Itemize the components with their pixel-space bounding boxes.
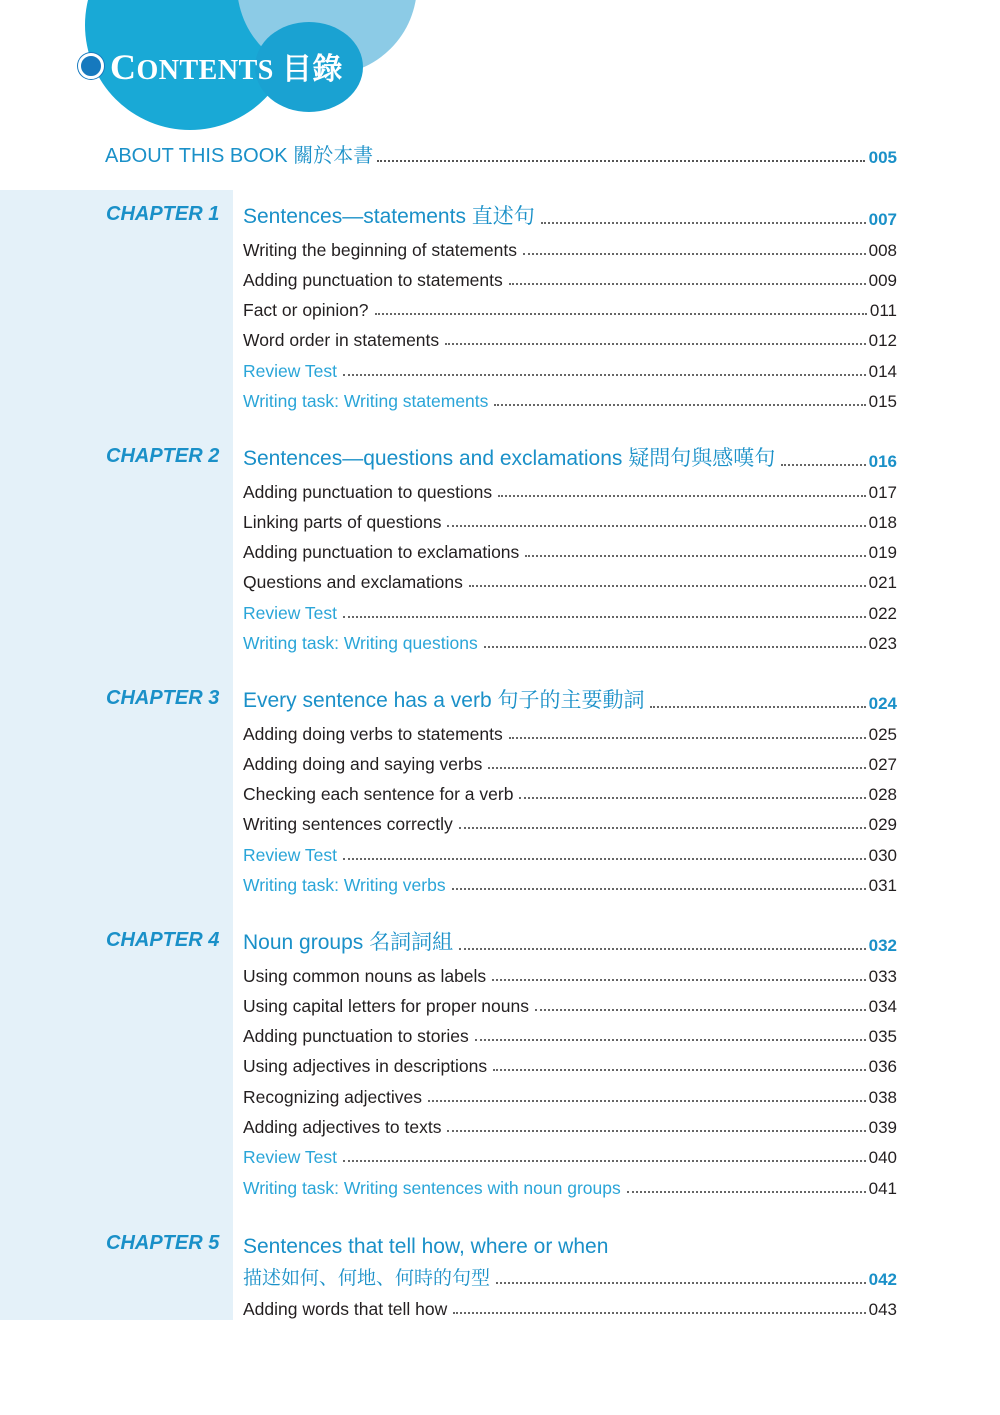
chapter-label-band — [0, 190, 233, 1320]
leader-dots — [498, 495, 866, 497]
page-number: 008 — [868, 240, 897, 260]
leader-dots — [447, 525, 865, 527]
page-number: 019 — [868, 543, 897, 563]
leader-dots — [484, 646, 866, 648]
header-banner — [0, 0, 1000, 140]
leader-dots — [343, 858, 866, 860]
chapter-label: CHAPTER 1 — [106, 203, 220, 225]
entry-text: Writing sentences correctly — [243, 814, 453, 835]
page-number: 016 — [868, 452, 897, 472]
page-number: 015 — [868, 392, 897, 412]
toc-item[interactable] — [243, 503, 897, 533]
leader-dots — [447, 1130, 865, 1132]
toc-item-writing-task[interactable] — [243, 382, 897, 412]
entry-text: Writing task: Writing sentences with noun groups — [243, 1177, 621, 1198]
entry-text: Adding punctuation to stories — [243, 1026, 469, 1047]
entry-text: Adding words that tell how — [243, 1298, 448, 1319]
page-number: 011 — [869, 301, 897, 321]
leader-dots — [428, 1100, 866, 1102]
toc-item[interactable] — [243, 230, 897, 260]
entry-text: Sentences—questions and exclamations 疑問句與感嘆句 — [243, 447, 776, 471]
entry-text: Noun groups 名詞詞組 — [243, 931, 454, 955]
about-page: 005 — [868, 148, 897, 167]
leader-dots — [523, 253, 866, 255]
title-chinese: 目錄 — [281, 52, 343, 87]
page-number: 039 — [868, 1118, 897, 1138]
toc-item-writing-task[interactable] — [243, 1168, 897, 1198]
chapter-heading-subtitle[interactable] — [243, 1259, 897, 1289]
leader-dots — [377, 160, 864, 162]
entry-text: Adding punctuation to exclamations — [243, 542, 520, 563]
entry-text: Using common nouns as labels — [243, 965, 487, 986]
page-number: 017 — [868, 482, 897, 502]
leader-dots — [509, 283, 866, 285]
page-number: 038 — [868, 1087, 897, 1107]
entry-text: 描述如何、何地、何時的句型 — [243, 1267, 491, 1289]
entry-text: Using capital letters for proper nouns — [243, 995, 529, 1016]
entry-text: Adding doing verbs to statements — [243, 723, 503, 744]
leader-dots — [375, 313, 867, 315]
page-number: 021 — [868, 573, 897, 593]
toc-item[interactable] — [243, 1047, 897, 1077]
leader-dots — [475, 1039, 866, 1041]
toc-item[interactable] — [243, 1108, 897, 1138]
chapter-heading[interactable] — [243, 926, 897, 956]
page-number: 043 — [868, 1299, 897, 1319]
toc-item-review[interactable] — [243, 351, 897, 381]
title-bullet-icon — [78, 53, 104, 79]
title-initial: C — [110, 47, 137, 87]
chapter-label: CHAPTER 4 — [106, 929, 220, 951]
entry-text: Checking each sentence for a verb — [243, 784, 514, 805]
leader-dots — [496, 1282, 866, 1284]
toc-item[interactable] — [243, 261, 897, 291]
entry-text: Recognizing adjectives — [243, 1086, 422, 1107]
leader-dots — [627, 1191, 866, 1193]
toc-item[interactable] — [243, 745, 897, 775]
toc-item[interactable] — [243, 714, 897, 744]
toc-item-review[interactable] — [243, 1138, 897, 1168]
toc-item[interactable] — [243, 321, 897, 351]
toc-item[interactable] — [243, 956, 897, 986]
toc-item[interactable] — [243, 563, 897, 593]
leader-dots — [459, 827, 866, 829]
page-number: 028 — [868, 785, 897, 805]
page-number: 036 — [868, 1057, 897, 1077]
page-number: 040 — [868, 1148, 897, 1168]
page-number: 009 — [868, 270, 897, 290]
leader-dots — [509, 737, 866, 739]
toc-item-review[interactable] — [243, 835, 897, 865]
page-number: 024 — [868, 694, 897, 714]
entry-text: Writing task: Writing questions — [243, 633, 478, 654]
entry-text: Review Test — [243, 602, 338, 623]
toc-item[interactable] — [243, 1290, 897, 1320]
toc-item-review[interactable] — [243, 593, 897, 623]
toc-item[interactable] — [243, 987, 897, 1017]
title-rest: ONTENTS — [136, 55, 274, 86]
about-label: ABOUT THIS BOOK 關於本書 — [105, 145, 374, 167]
page-number: 029 — [868, 815, 897, 835]
page-number: 035 — [868, 1027, 897, 1047]
toc-item[interactable] — [243, 805, 897, 835]
entry-text: Linking parts of questions — [243, 511, 442, 532]
leader-dots — [453, 1312, 865, 1314]
leader-dots — [343, 616, 866, 618]
leader-dots — [650, 706, 865, 708]
entry-text: Every sentence has a verb 句子的主要動詞 — [243, 689, 645, 713]
chapter-label: CHAPTER 2 — [106, 445, 220, 467]
leader-dots — [541, 222, 866, 224]
leader-dots — [459, 948, 866, 950]
page-number: 033 — [868, 966, 897, 986]
entry-text: Adding punctuation to statements — [243, 269, 503, 290]
page-number: 025 — [868, 724, 897, 744]
leader-dots — [781, 464, 865, 466]
page-number: 034 — [868, 996, 897, 1016]
toc-item[interactable] — [243, 1017, 897, 1047]
leader-dots — [469, 585, 866, 587]
page-title — [110, 44, 343, 88]
entry-text: Word order in statements — [243, 330, 440, 351]
page-number: 007 — [868, 210, 897, 230]
entry-text: Sentences that tell how, where or when — [243, 1235, 609, 1259]
toc-item[interactable] — [243, 472, 897, 502]
chapter-heading[interactable] — [243, 442, 897, 472]
leader-dots — [535, 1009, 866, 1011]
page-number: 023 — [868, 634, 897, 654]
chapter-label: CHAPTER 5 — [106, 1232, 220, 1254]
leader-dots — [494, 404, 865, 406]
chapter-label: CHAPTER 3 — [106, 687, 220, 709]
chapter-heading[interactable] — [243, 684, 897, 714]
entry-text: Review Test — [243, 360, 338, 381]
leader-dots — [452, 888, 866, 890]
leader-dots — [492, 979, 865, 981]
entry-text: Adding doing and saying verbs — [243, 753, 483, 774]
toc-item[interactable] — [243, 291, 897, 321]
leader-dots — [519, 797, 865, 799]
chapter-heading[interactable] — [243, 200, 897, 230]
about-entry[interactable] — [105, 140, 897, 168]
entry-text: Sentences—statements 直述句 — [243, 205, 535, 229]
leader-dots — [488, 767, 865, 769]
page-number: 042 — [868, 1269, 897, 1289]
page-number: 014 — [868, 361, 897, 381]
entry-text: Writing task: Writing verbs — [243, 875, 446, 896]
leader-dots — [343, 1160, 866, 1162]
leader-dots — [493, 1069, 865, 1071]
entry-text: Writing the beginning of statements — [243, 239, 518, 260]
entry-text: Using adjectives in descriptions — [243, 1056, 488, 1077]
leader-dots — [445, 343, 865, 345]
entry-text: Questions and exclamations — [243, 572, 463, 593]
page-number: 018 — [868, 512, 897, 532]
leader-dots — [343, 374, 866, 376]
toc-item[interactable] — [243, 1077, 897, 1107]
toc-item-writing-task[interactable] — [243, 866, 897, 896]
toc-item[interactable] — [243, 775, 897, 805]
entry-text: Writing task: Writing statements — [243, 391, 489, 412]
entry-text: Review Test — [243, 1147, 338, 1168]
page-number: 030 — [868, 845, 897, 865]
page-number: 041 — [868, 1178, 897, 1198]
page-number: 031 — [868, 876, 897, 896]
entry-text: Adding punctuation to questions — [243, 481, 493, 502]
toc-item[interactable] — [243, 533, 897, 563]
entry-text: Fact or opinion? — [243, 300, 369, 321]
entry-text: Review Test — [243, 844, 338, 865]
chapter-heading[interactable] — [243, 1229, 897, 1259]
leader-dots — [525, 555, 865, 557]
page-number: 022 — [868, 603, 897, 623]
page-number: 012 — [868, 331, 897, 351]
toc-item-writing-task[interactable] — [243, 624, 897, 654]
page-number: 032 — [868, 936, 897, 956]
entry-text: Adding adjectives to texts — [243, 1117, 442, 1138]
page-number: 027 — [868, 754, 897, 774]
